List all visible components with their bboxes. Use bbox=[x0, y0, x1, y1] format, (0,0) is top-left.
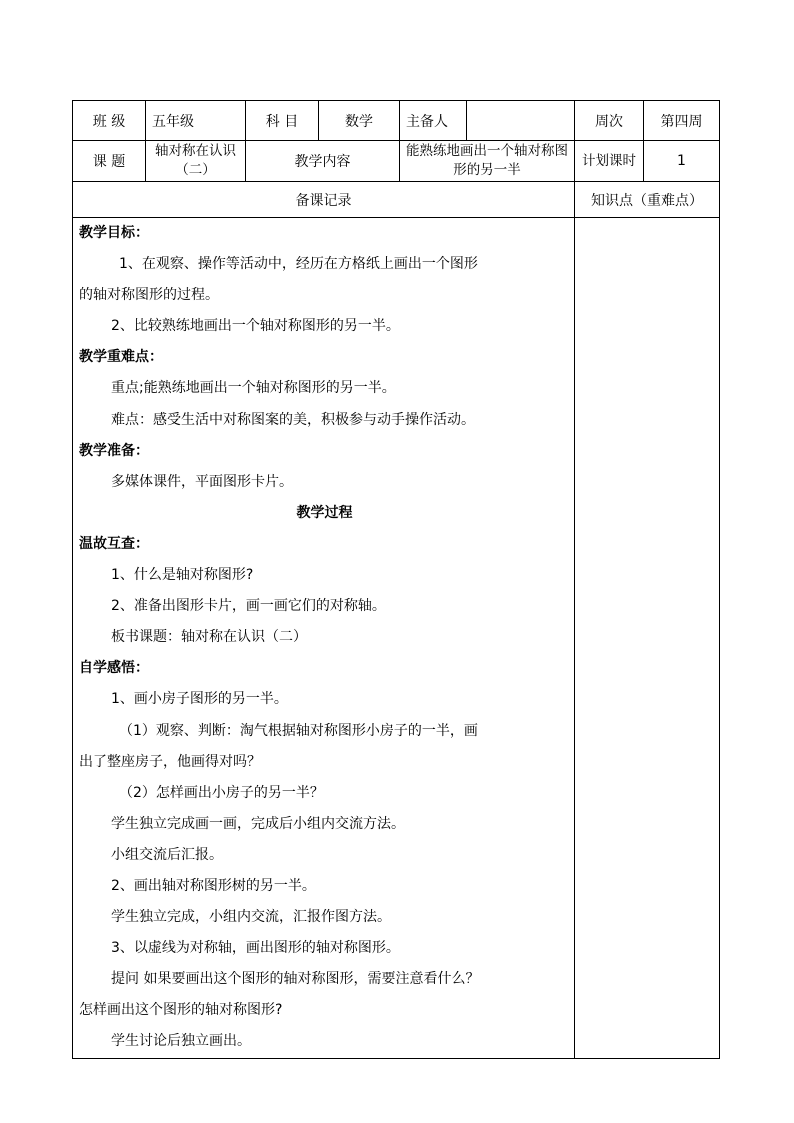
text-line: 多媒体课件，平面图形卡片。 bbox=[111, 473, 293, 490]
text-line: 2、准备出图形卡片，画一画它们的对称轴。 bbox=[111, 598, 386, 615]
text-line: 板书课题：轴对称在认识（二） bbox=[111, 629, 307, 646]
text-line: 出了整座房子，他画得对吗？ bbox=[79, 753, 261, 770]
class-value: 五年级 bbox=[146, 101, 246, 141]
lesson-plan-table bbox=[72, 100, 720, 1059]
content-value: 能熟练地画出一个轴对称图形的另一半 bbox=[400, 141, 575, 182]
lesson-record-cell bbox=[73, 218, 575, 1059]
section-header-row bbox=[73, 182, 720, 218]
text-line: 难点：感受生活中对称图案的美，积极参与动手操作活动。 bbox=[111, 411, 475, 428]
subject-value: 数学 bbox=[319, 101, 400, 141]
header-row-1 bbox=[73, 101, 720, 141]
heading-review: 温故互查： bbox=[79, 535, 149, 552]
text-line: 2、画出轴对称图形树的另一半。 bbox=[111, 877, 316, 894]
subject-label: 科 目 bbox=[246, 101, 319, 141]
record-label: 备课记录 bbox=[73, 182, 575, 218]
week-label: 周次 bbox=[575, 101, 644, 141]
hours-label: 计划课时 bbox=[575, 141, 644, 182]
text-line: （1）观察、判断：淘气根据轴对称图形小房子的一半，画 bbox=[119, 722, 478, 739]
text-line: 1、画小房子图形的另一半。 bbox=[111, 691, 288, 708]
text-line: 1、什么是轴对称图形? bbox=[111, 567, 254, 584]
heading-process: 教学过程 bbox=[296, 504, 353, 521]
knowledge-points-cell bbox=[575, 218, 720, 1059]
text-line: 怎样画出这个图形的轴对称图形? bbox=[79, 1002, 283, 1019]
topic-label: 课 题 bbox=[73, 141, 146, 182]
class-label: 班 级 bbox=[73, 101, 146, 141]
hours-value: 1 bbox=[644, 141, 720, 182]
text-line: 学生独立完成，小组内交流，汇报作图方法。 bbox=[111, 909, 391, 926]
heading-self-study: 自学感悟： bbox=[79, 660, 149, 677]
preparer-value bbox=[467, 101, 575, 141]
text-line: 重点;能熟练地画出一个轴对称图形的另一半。 bbox=[111, 380, 396, 397]
text-line: 学生讨论后独立画出。 bbox=[111, 1033, 251, 1050]
text-line: 1、在观察、操作等活动中，经历在方格纸上画出一个图形 bbox=[119, 256, 478, 273]
content-label: 教学内容 bbox=[246, 141, 400, 182]
text-line: 的轴对称图形的过程。 bbox=[79, 287, 219, 304]
header-row-2 bbox=[73, 141, 720, 182]
heading-objectives: 教学目标： bbox=[79, 225, 149, 241]
text-line: （2）怎样画出小房子的另一半？ bbox=[119, 784, 324, 801]
text-line: 学生独立完成画一画，完成后小组内交流方法。 bbox=[111, 815, 405, 832]
heading-preparation: 教学准备： bbox=[79, 442, 149, 459]
heading-key-points: 教学重难点： bbox=[79, 349, 163, 366]
lesson-plan-page bbox=[72, 100, 719, 1059]
text-line: 2、比较熟练地画出一个轴对称图形的另一半。 bbox=[111, 318, 400, 335]
text-line: 提问 如果要画出这个图形的轴对称图形，需要注意看什么？ bbox=[111, 971, 480, 988]
knowledge-label: 知识点（重难点） bbox=[575, 182, 720, 218]
body-row bbox=[73, 218, 720, 1059]
week-value: 第四周 bbox=[644, 101, 720, 141]
text-line: 小组交流后汇报。 bbox=[111, 846, 223, 863]
preparer-label: 主备人 bbox=[400, 101, 467, 141]
topic-value: 轴对称在认识（二） bbox=[146, 141, 246, 182]
text-line: 3、以虚线为对称轴，画出图形的轴对称图形。 bbox=[111, 940, 400, 957]
